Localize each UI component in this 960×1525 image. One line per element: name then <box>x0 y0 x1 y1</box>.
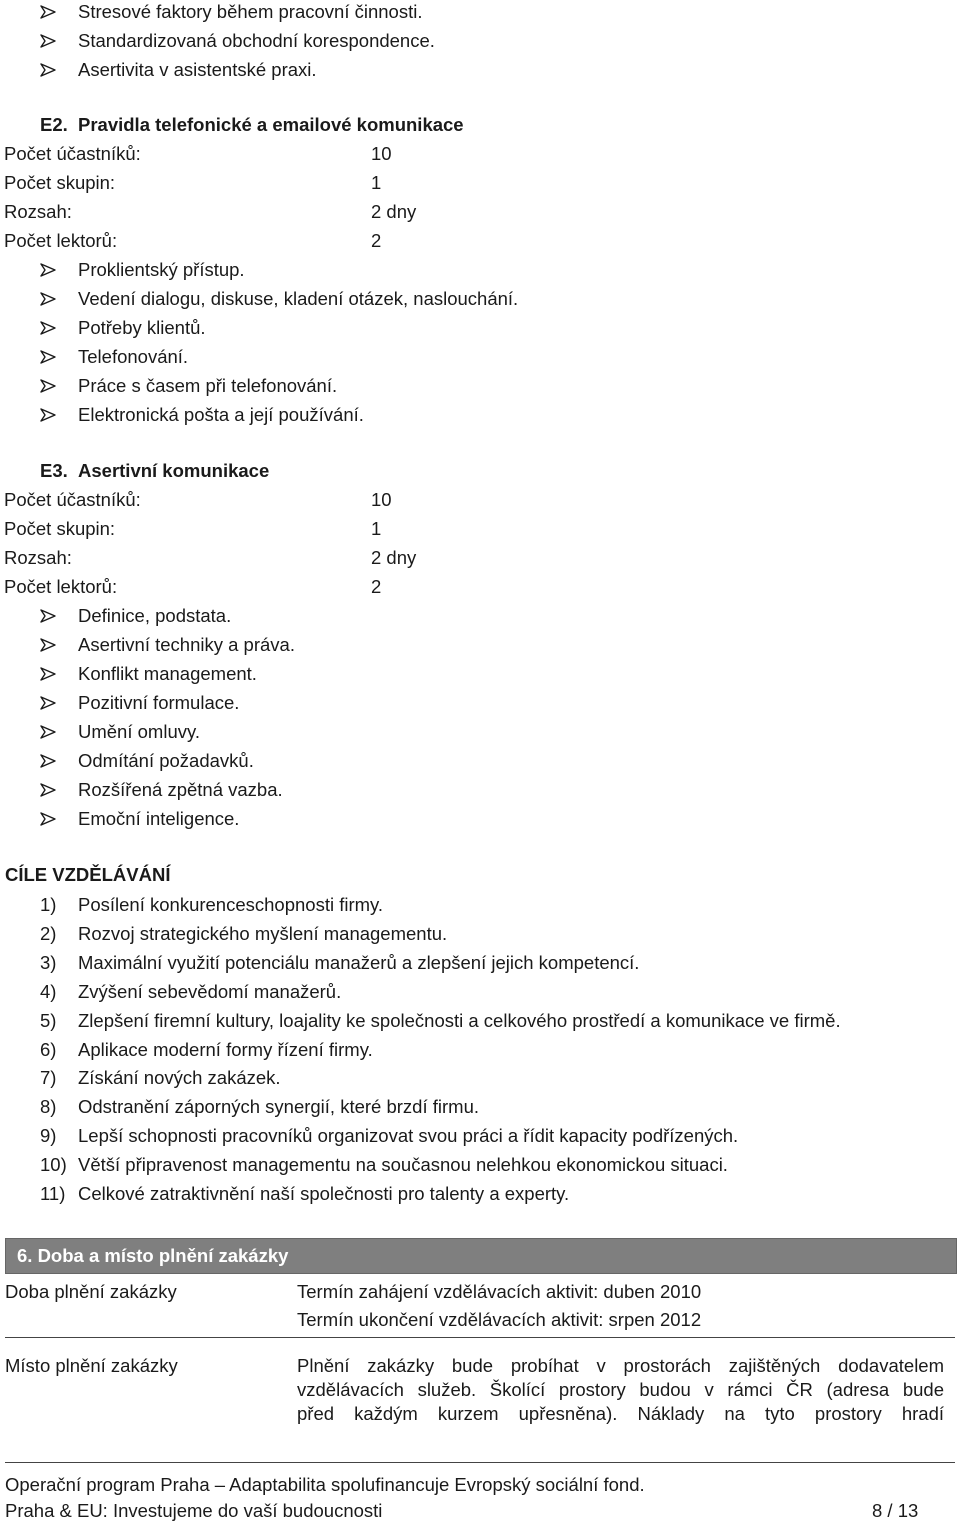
section-code: E3. <box>40 460 68 481</box>
arrowhead-bullet-icon <box>40 717 64 746</box>
page-number: 8 / 13 <box>872 1500 919 1521</box>
section-title: Asertivní komunikace <box>78 460 270 481</box>
arrowhead-bullet-icon <box>40 659 64 688</box>
arrowhead-bullet-icon <box>40 804 64 833</box>
arrowhead-bullet-icon <box>40 746 64 775</box>
section-6-header <box>5 1238 957 1274</box>
arrowhead-bullet-icon <box>40 601 64 630</box>
footer-divider <box>5 1462 955 1463</box>
row-label: Místo plnění zakázky <box>5 1355 178 1376</box>
goals-heading: CÍLE VZDĚLÁVÁNÍ <box>5 864 171 885</box>
arrowhead-bullet-icon <box>40 371 64 400</box>
section-code: E2. <box>40 114 68 135</box>
section-title: Pravidla telefonické a emailové komunikace <box>78 114 464 135</box>
arrowhead-bullet-icon <box>40 255 64 284</box>
arrowhead-bullet-icon <box>40 284 64 313</box>
section-6-title: 6. Doba a místo plnění zakázky <box>17 1245 289 1266</box>
arrowhead-bullet-icon <box>40 55 64 84</box>
arrowhead-bullet-icon <box>40 630 64 659</box>
divider <box>5 1337 955 1338</box>
arrowhead-bullet-icon <box>40 0 64 26</box>
arrowhead-bullet-icon <box>40 313 64 342</box>
row-label: Doba plnění zakázky <box>5 1281 177 1302</box>
arrowhead-bullet-icon <box>40 26 64 55</box>
arrowhead-bullet-icon <box>40 400 64 429</box>
arrowhead-bullet-icon <box>40 342 64 371</box>
arrowhead-bullet-icon <box>40 775 64 804</box>
arrowhead-bullet-icon <box>40 688 64 717</box>
